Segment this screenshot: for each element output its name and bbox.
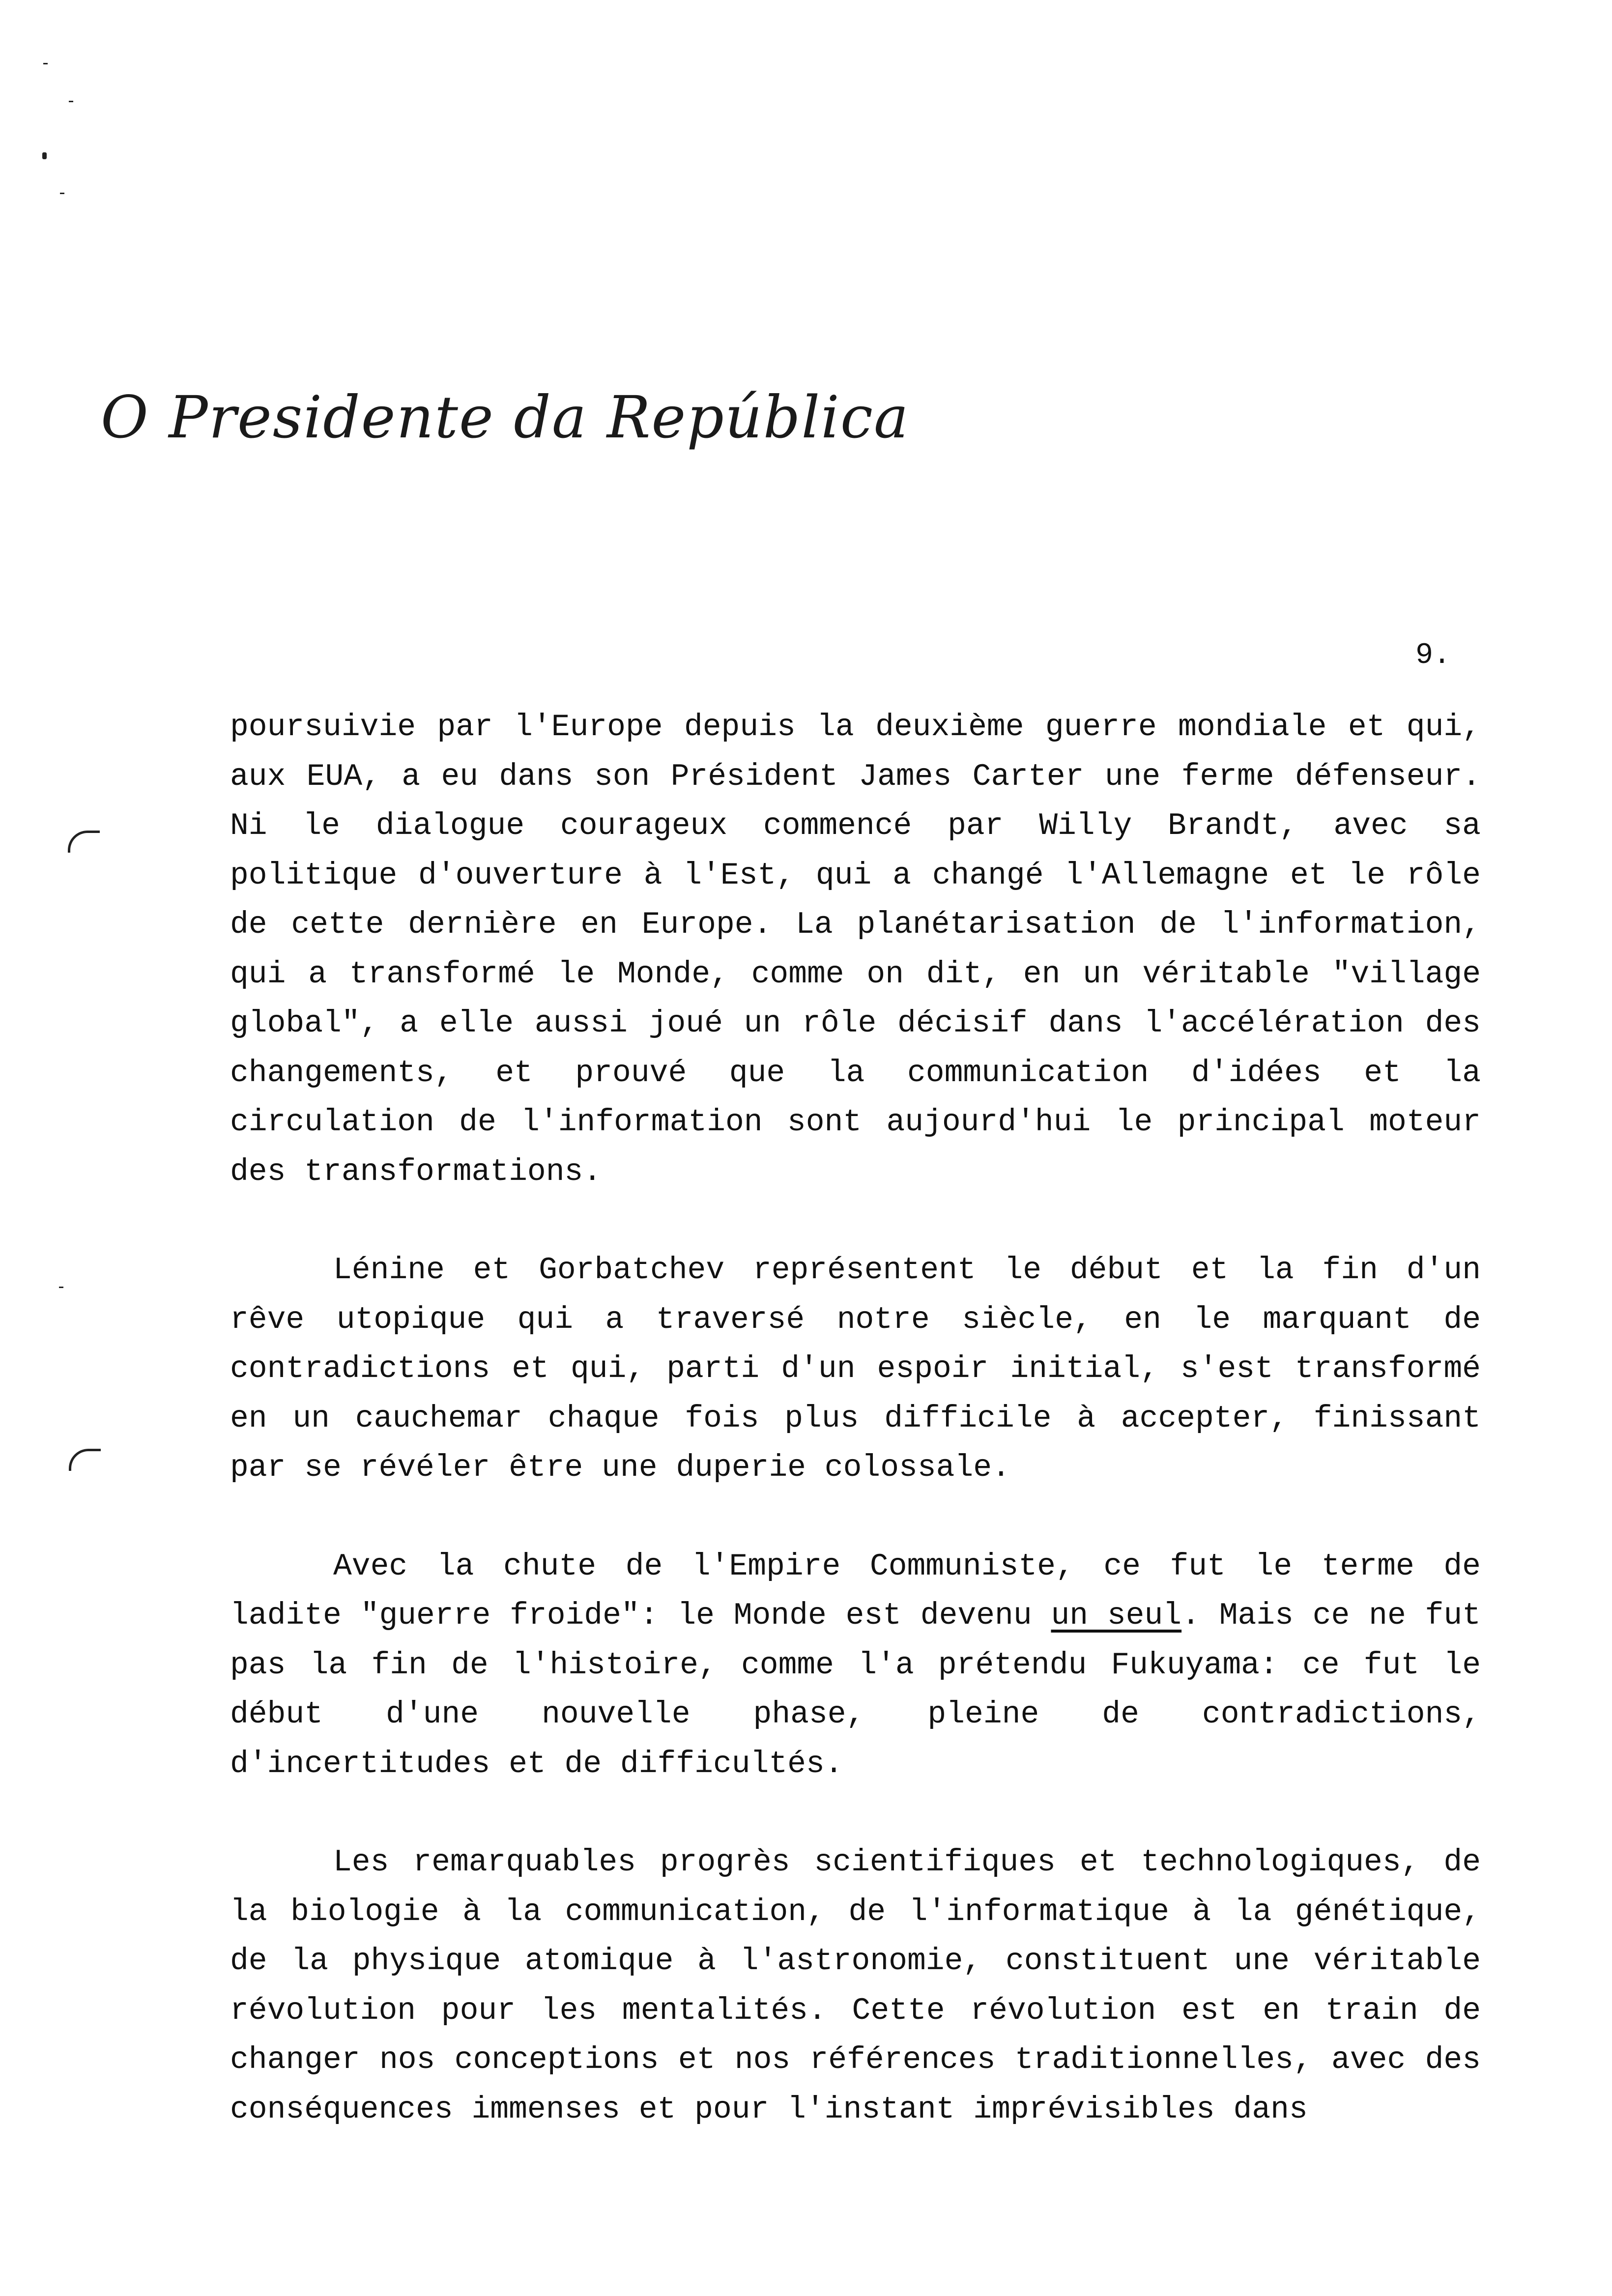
paragraph-3-text-start: Avec la chute de l'Empire Communiste, ce fut le terme de ladite "guerre froide": le Monde est devenu: [230, 1549, 1481, 1633]
margin-mark: [43, 63, 48, 64]
paragraph-3: [230, 1542, 1481, 1789]
paragraph-1-text: poursuivie par l'Europe depuis la deuxième guerre mondiale et qui, aux EUA, a eu dans son Président James Carter une ferme défenseur. Ni le dialogue courageux commencé par Willy Brandt, avec sa politique d'ouverture à l'Est, qui a changé l'Allemagne et le rôle de cette dernière en Europe. La planétarisation de l'information, qui a transformé le Monde, comme on dit, en un véritable "village global", a elle aussi joué un rôle décisif dans l'accélération des changements, et prouvé que la communication d'idées et la circulation de l'information sont aujourd'hui le principal moteur des transformations.: [230, 710, 1481, 1189]
paragraph-4: [230, 1838, 1481, 2134]
margin-mark: [59, 1287, 63, 1288]
margin-mark: [42, 152, 47, 159]
margin-mark: [69, 101, 73, 102]
paragraph-2: [230, 1246, 1481, 1493]
margin-mark: [60, 193, 64, 194]
margin-bracket-mark: [69, 1449, 101, 1471]
paragraph-1: [230, 703, 1481, 1197]
page-number: 9.: [1415, 639, 1451, 672]
paragraph-4-text: Les remarquables progrès scientifiques et technologiques, de la biologie à la communication, de l'informatique à la génétique, de la physique atomique à l'astronomie, constituent une véritable révolution pour les mentalités. Cette révolution est en train de changer nos conceptions et nos références traditionnelles, avec des conséquences immenses et pour l'instant imprévisibles dans: [230, 1845, 1481, 2127]
paragraph-2-text: Lénine et Gorbatchev représentent le début et la fin d'un rêve utopique qui a traversé notre siècle, en le marquant de contradictions et qui, parti d'un espoir initial, s'est transformé en un cauchemar chaque fois plus difficile à accepter, finissant par se révéler être une duperie colossale.: [230, 1253, 1481, 1485]
paragraph-3-text-end: . Mais ce ne fut pas la fin de l'histoire, comme l'a prétendu Fukuyama: ce fut le début d'une nouvelle phase, pleine de contradictions, d'incertitudes et de difficultés.: [230, 1598, 1481, 1781]
letterhead-title: O Presidente da República: [101, 383, 910, 451]
paragraph-3-underlined-text: un seul: [1051, 1598, 1182, 1633]
margin-bracket-mark: [68, 831, 100, 853]
body-text: [230, 703, 1481, 2134]
